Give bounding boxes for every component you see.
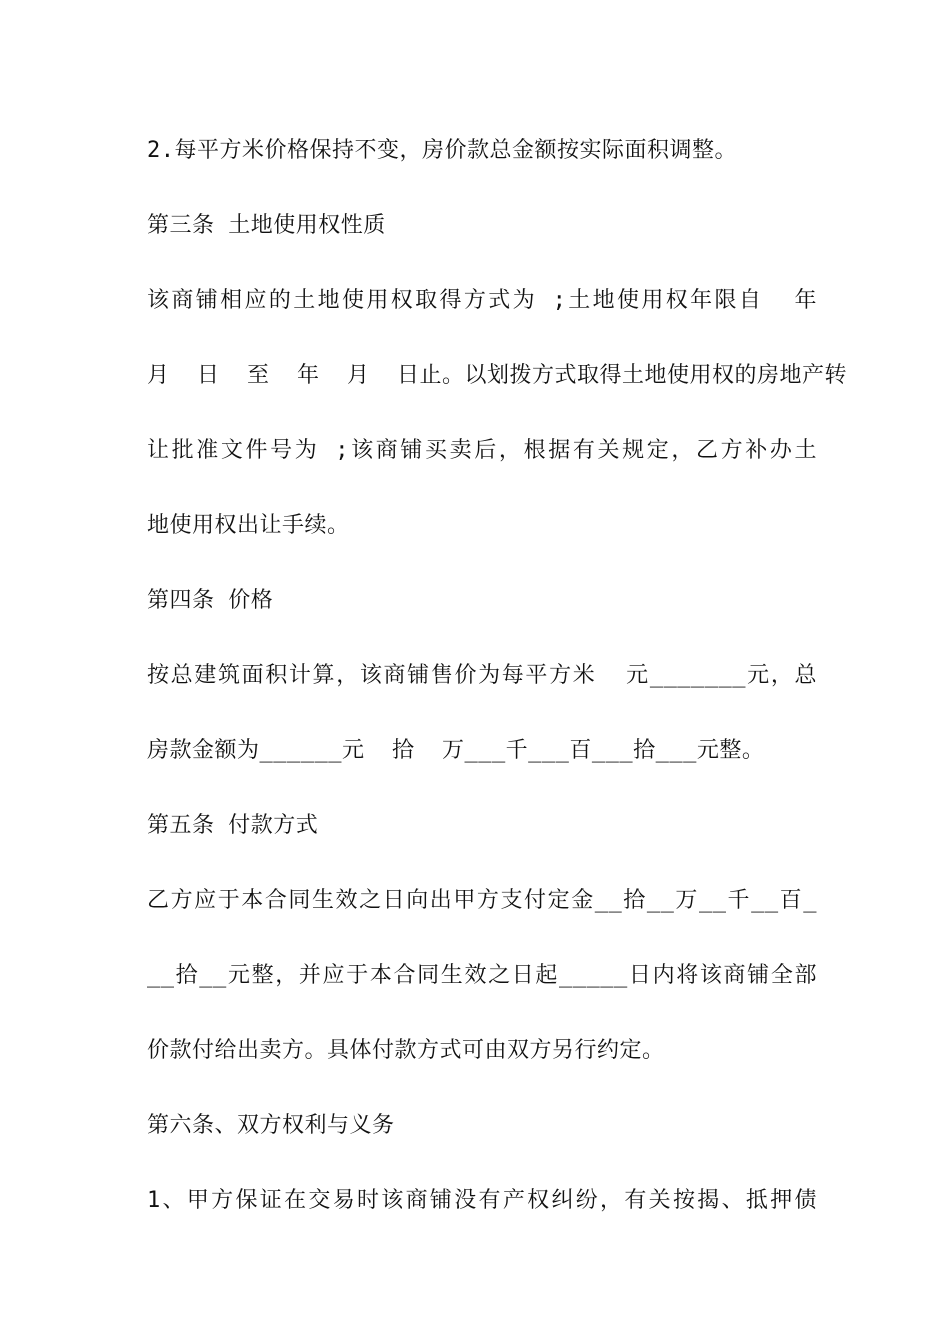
text-line-payment-1: 乙方应于本合同生效之日向出甲方支付定金__拾__万__千__百_ bbox=[147, 888, 817, 913]
text-line-price-1: 按总建筑面积计算，该商铺售价为每平方米 元_______元，总 bbox=[147, 663, 817, 688]
heading-article-5: 第五条 付款方式 bbox=[147, 813, 319, 838]
text-line-land-use-2: 月 日 至 年 月 日止。以划拨方式取得土地使用权的房地产转 bbox=[147, 363, 847, 388]
heading-article-6: 第六条、双方权利与义务 bbox=[147, 1113, 395, 1138]
text-line-price-2: 房款金额为______元 拾 万___千___百___拾___元整。 bbox=[147, 738, 765, 763]
text-line-payment-2: __拾__元整，并应于本合同生效之日起_____日内将该商铺全部 bbox=[147, 963, 817, 988]
text-line-payment-3: 价款付给出卖方。具体付款方式可由双方另行约定。 bbox=[147, 1038, 665, 1063]
text-line-price-adjustment: 2.每平方米价格保持不变，房价款总金额按实际面积调整。 bbox=[147, 138, 737, 163]
text-line-land-use-4: 地使用权出让手续。 bbox=[147, 513, 350, 538]
text-line-land-use-3: 让批准文件号为 ;该商铺买卖后，根据有关规定，乙方补办土 bbox=[147, 438, 817, 463]
heading-article-3: 第三条 土地使用权性质 bbox=[147, 213, 386, 238]
text-line-land-use-1: 该商铺相应的土地使用权取得方式为 ;土地使用权年限自 年 bbox=[147, 288, 817, 313]
heading-article-4: 第四条 价格 bbox=[147, 588, 274, 613]
text-line-obligations-1: 1、甲方保证在交易时该商铺没有产权纠纷，有关按揭、抵押债 bbox=[147, 1188, 817, 1213]
